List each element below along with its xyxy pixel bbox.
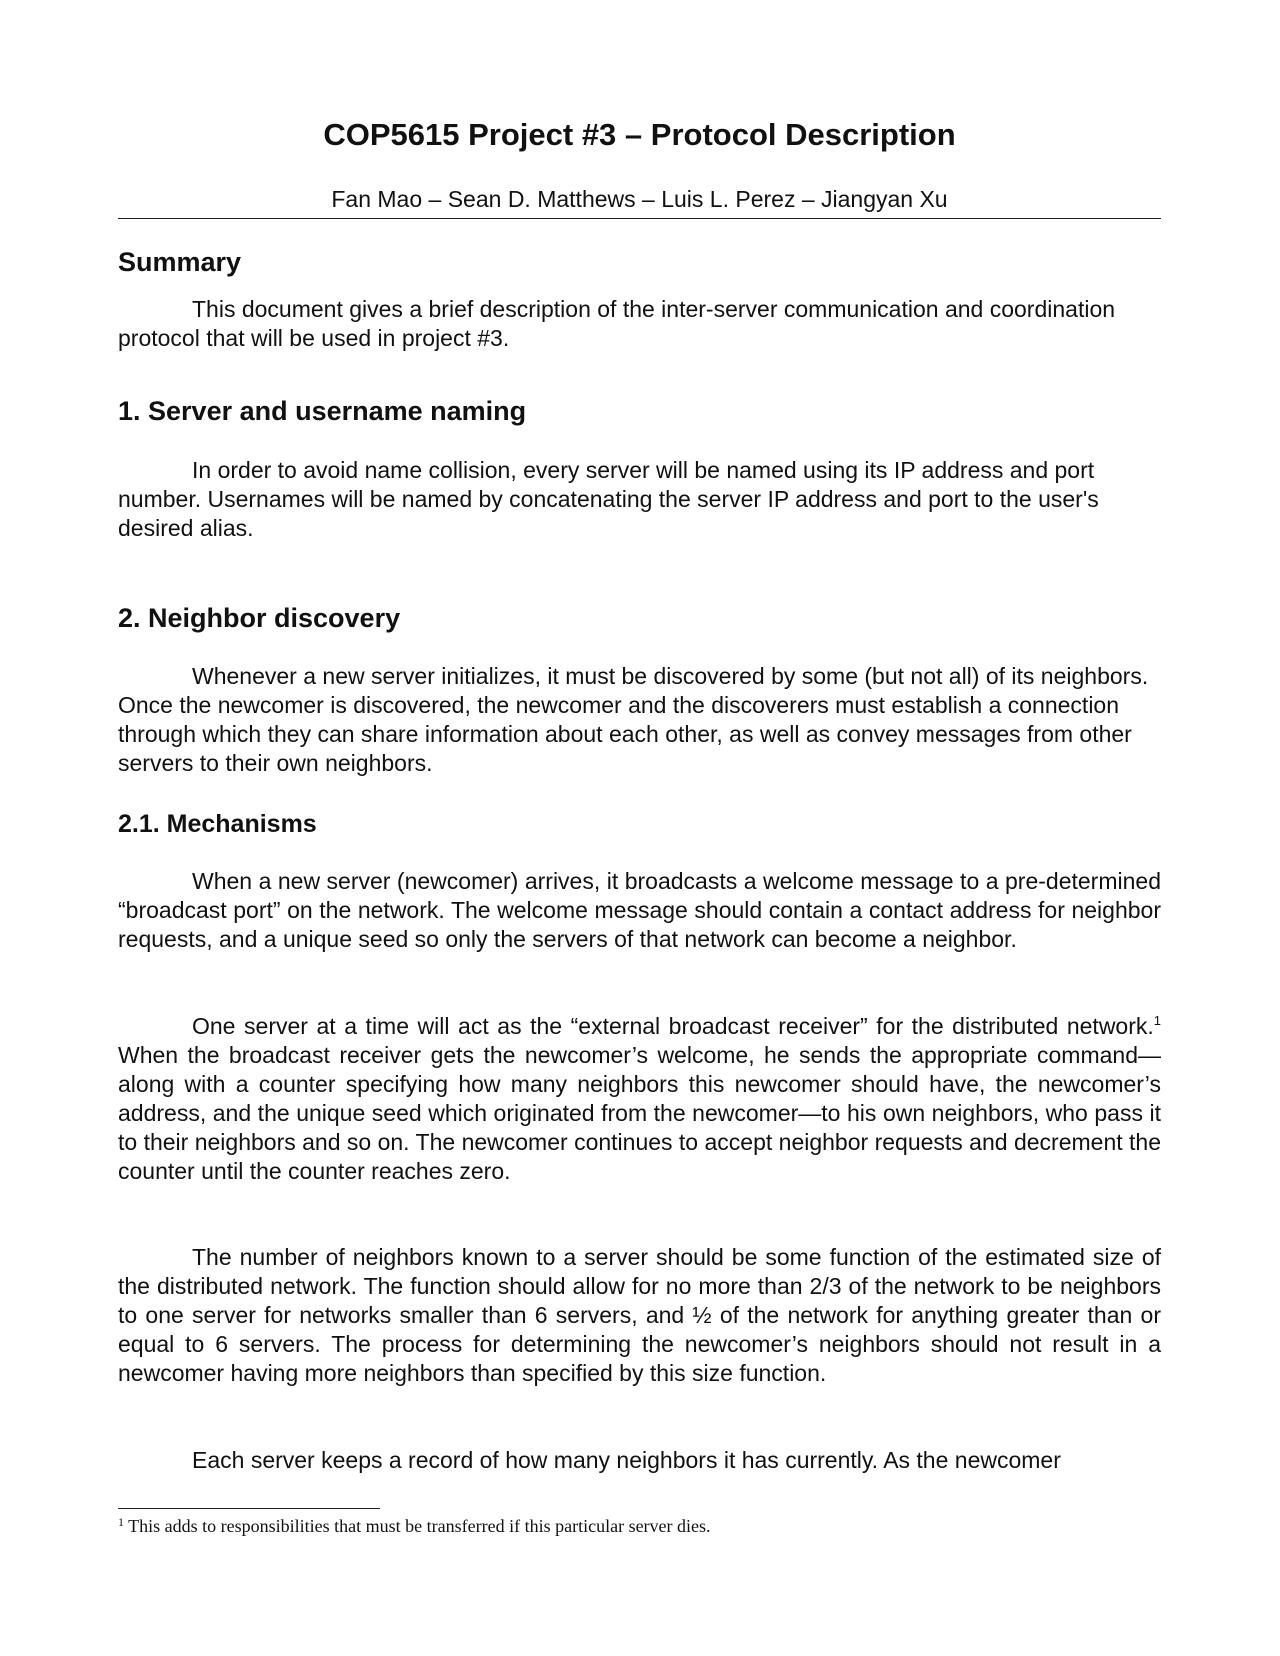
section-2-1-heading: 2.1. Mechanisms	[118, 810, 317, 838]
mechanisms-paragraph-2-end: When the broadcast receiver gets the newcomer’s welcome, he sends the appropriate command—along with a counter specifying how many neighbors this newcomer should have, the newcomer’s address, and the unique seed which originated from the newcomer—to his own neighbors, who pass it to their neighbors and so on. The newcomer continues to accept neighbor requests and decrement the counter until the counter reaches zero.	[118, 1042, 1161, 1184]
footnote-reference[interactable]: 1	[1153, 1013, 1161, 1028]
section-1-heading: 1. Server and username naming	[118, 396, 527, 426]
footnote	[118, 1516, 711, 1537]
mechanisms-paragraph-1: When a new server (newcomer) arrives, it broadcasts a welcome message to a pre-determined “broadcast port” on the network. The welcome message should contain a contact address for neighbor requests, and a unique seed so only the servers of that network can become a neighbor.	[118, 868, 1161, 952]
author-line: Fan Mao – Sean D. Matthews – Luis L. Perez – Jiangyan Xu	[331, 186, 948, 212]
section-2-paragraph: Whenever a new server initializes, it must be discovered by some (but not all) of its neighbors. Once the newcomer is discovered, the newcomer and the discoverers must establish a connection through which they can share information about each other, as well as convey messages from other servers to their own neighbors.	[118, 663, 1149, 776]
title-divider	[118, 218, 1161, 219]
section-1-paragraph: In order to avoid name collision, every server will be named using its IP address and port number. Usernames will be named by concatenating the server IP address and port to the user's desired alias.	[118, 457, 1099, 541]
mechanisms-paragraph-2-start: One server at a time will act as the “external broadcast receiver” for the distributed network.	[192, 1013, 1154, 1039]
summary-paragraph: This document gives a brief description of the inter-server communication and coordination protocol that will be used in project #3.	[118, 296, 1116, 351]
document-page	[118, 0, 1161, 1656]
mechanisms-paragraph-4: Each server keeps a record of how many neighbors it has currently. As the newcomer	[192, 1447, 1061, 1473]
page-title: COP5615 Project #3 – Protocol Description	[323, 117, 956, 152]
mechanisms-paragraph-2	[118, 1012, 1161, 1186]
footnote-marker: 1	[118, 1515, 124, 1529]
summary-heading: Summary	[118, 247, 242, 277]
section-2-heading: 2. Neighbor discovery	[118, 603, 401, 633]
mechanisms-paragraph-3: The number of neighbors known to a server should be some function of the estimated size of the distributed network. The function should allow for no more than 2/3 of the network to be neighbors to one server for networks smaller than 6 servers, and ½ of the network for anything greater than or equal to 6 servers. The process for determining the newcomer’s neighbors should not result in a newcomer having more neighbors than specified by this size function.	[118, 1244, 1161, 1386]
footnote-text: This adds to responsibilities that must be transferred if this particular server dies.	[124, 1516, 711, 1536]
footnote-divider	[118, 1508, 380, 1509]
